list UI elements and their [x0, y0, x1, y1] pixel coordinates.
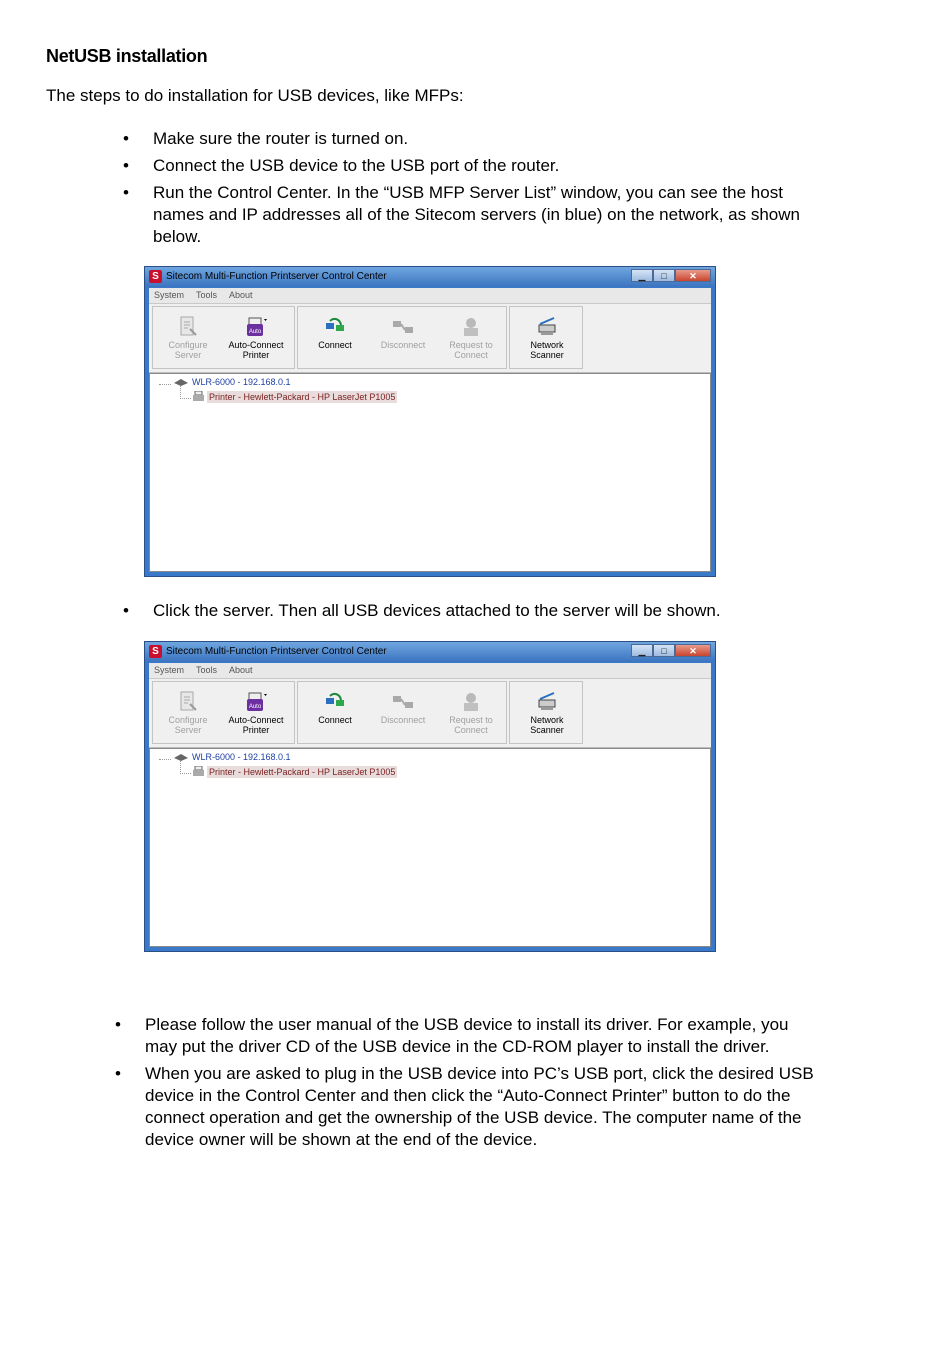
window-titlebar — [145, 267, 715, 287]
connect-button[interactable]: Connect — [302, 682, 368, 744]
connect-icon — [323, 315, 347, 339]
server-tree — [149, 748, 711, 947]
auto-connect-printer-button[interactable]: Auto Auto-Connect Printer — [223, 682, 289, 744]
menu-system[interactable]: System — [154, 290, 185, 300]
tree-node-server[interactable]: WLR-6000 - 192.168.0.1 — [192, 377, 291, 387]
window-title: Sitecom Multi-Function Printserver Control Center — [166, 271, 387, 282]
toolbar-group-scanner — [509, 306, 583, 369]
list-item: • Please follow the user manual of the USB device to install its driver. For example, you may put the driver CD of the USB device in the CD-ROM player to install the driver. — [145, 1014, 825, 1058]
list-item: • Connect the USB device to the USB port of the router. — [153, 155, 833, 177]
menu-bar — [149, 288, 711, 304]
steps-list-c — [145, 1014, 825, 1156]
sitecom-logo-icon: S — [149, 270, 162, 283]
svg-text:Auto: Auto — [248, 329, 262, 335]
sitecom-logo-icon: S — [149, 645, 162, 658]
toolbar-group-server — [152, 306, 295, 369]
list-item: • When you are asked to plug in the USB device into PC’s USB port, click the desired USB device in the Control Center and then click the “Auto-Connect Printer” button to do the connect operation and get the ownership of the USB device. The computer name of the device owner will be shown at the end of the device. — [145, 1063, 825, 1151]
toolbar-group-server — [152, 681, 295, 744]
router-icon — [173, 378, 189, 386]
disconnect-icon — [391, 690, 415, 714]
list-item: • Make sure the router is turned on. — [153, 128, 833, 150]
tree-node-printer[interactable]: Printer - Hewlett-Packard - HP LaserJet P1005 — [209, 767, 396, 777]
menu-tools[interactable]: Tools — [196, 665, 218, 675]
connect-button[interactable]: Connect — [302, 307, 368, 369]
toolbar-group-connection — [297, 681, 507, 744]
toolbar-group-scanner — [509, 681, 583, 744]
window-titlebar — [145, 642, 715, 662]
configure-server-icon — [176, 690, 200, 714]
auto-connect-printer-icon — [244, 315, 268, 339]
page-heading: NetUSB installation — [46, 46, 208, 66]
steps-list-b — [153, 600, 833, 627]
minimize-button[interactable]: ▁ — [631, 269, 653, 282]
menu-tools[interactable]: Tools — [196, 290, 218, 300]
maximize-button[interactable]: □ — [653, 644, 675, 657]
toolbar — [149, 304, 711, 373]
server-tree — [149, 373, 711, 572]
network-scanner-icon — [535, 690, 559, 714]
auto-connect-printer-button[interactable]: Auto Auto-Connect Printer — [223, 307, 289, 369]
close-button[interactable]: ✕ — [675, 269, 711, 282]
menu-bar — [149, 663, 711, 679]
network-scanner-button[interactable]: Network Scanner — [514, 307, 580, 369]
intro-text: The steps to do installation for USB devices, like MFPs: — [46, 86, 464, 105]
request-to-connect-icon — [459, 315, 483, 339]
menu-about[interactable]: About — [229, 665, 253, 675]
printer-icon — [192, 391, 205, 403]
printer-icon — [192, 766, 205, 778]
steps-list-a — [153, 128, 833, 253]
menu-about[interactable]: About — [229, 290, 253, 300]
request-to-connect-button[interactable]: Request to Connect — [438, 682, 504, 744]
tree-node-server[interactable]: WLR-6000 - 192.168.0.1 — [192, 752, 291, 762]
list-item: • Click the server. Then all USB devices attached to the server will be shown. — [153, 600, 833, 622]
list-item: • Run the Control Center. In the “USB MFP Server List” window, you can see the host names and IP addresses all of the Sitecom servers (in blue) on the network, as shown below. — [153, 182, 833, 248]
minimize-button[interactable]: ▁ — [631, 644, 653, 657]
network-scanner-icon — [535, 315, 559, 339]
auto-connect-printer-icon — [244, 690, 268, 714]
tree-node-printer[interactable]: Printer - Hewlett-Packard - HP LaserJet P1005 — [209, 392, 396, 402]
request-to-connect-icon — [459, 690, 483, 714]
configure-server-button[interactable]: Configure Server — [155, 682, 221, 744]
request-to-connect-button[interactable]: Request to Connect — [438, 307, 504, 369]
configure-server-icon — [176, 315, 200, 339]
connect-icon — [323, 690, 347, 714]
menu-system[interactable]: System — [154, 665, 185, 675]
router-icon — [173, 753, 189, 761]
toolbar — [149, 679, 711, 748]
close-button[interactable]: ✕ — [675, 644, 711, 657]
network-scanner-button[interactable]: Network Scanner — [514, 682, 580, 744]
toolbar-group-connection — [297, 306, 507, 369]
disconnect-button[interactable]: Disconnect — [370, 682, 436, 744]
control-center-window-1 — [144, 266, 716, 577]
control-center-window-2 — [144, 641, 716, 952]
window-title: Sitecom Multi-Function Printserver Control Center — [166, 646, 387, 657]
disconnect-button[interactable]: Disconnect — [370, 307, 436, 369]
configure-server-button[interactable]: Configure Server — [155, 307, 221, 369]
svg-text:Auto: Auto — [248, 704, 262, 710]
maximize-button[interactable]: □ — [653, 269, 675, 282]
disconnect-icon — [391, 315, 415, 339]
